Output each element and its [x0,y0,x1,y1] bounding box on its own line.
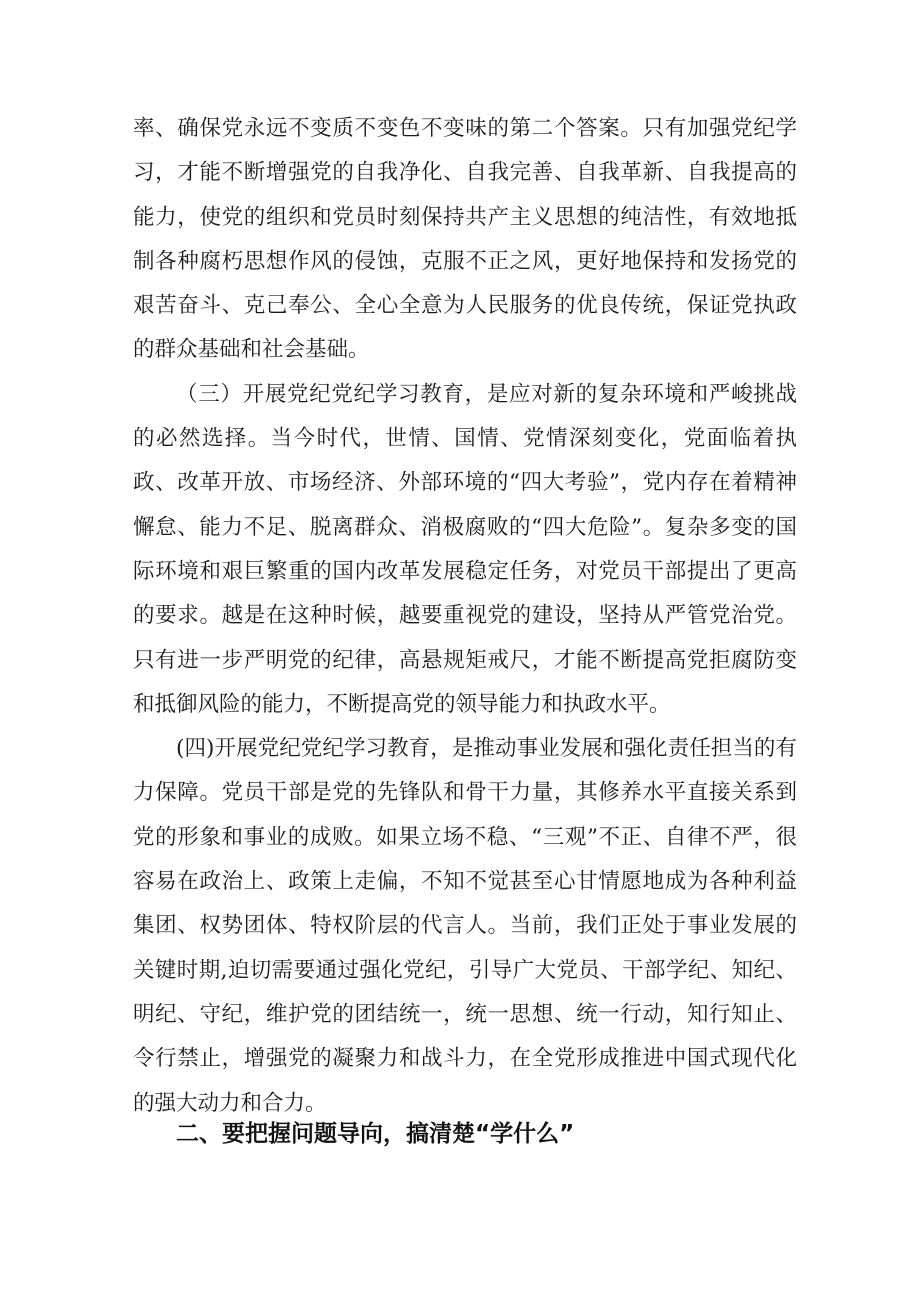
section-heading: 二、要把握问题导向，搞清楚“学什么” [176,1121,575,1147]
paragraph-3: (四)开展党纪党纪学习教育，是推动事业发展和强化责任担当的有力保障。党员干部是党的先锋队和骨干力量，其修养水平直接关系到党的形象和事业的成败。如果立场不稳、“三观”不正、自律不严，很容易在政治上、政策上走偏，不知不觉甚至心甘情愿地成为各种利益集团、权势团体、特权阶层的代言人。当前，我们正处于事业发展的关键时期,迫切需要通过强化党纪，引导广大党员、干部学纪、知纪、明纪、守纪，维护党的团结统一，统一思想、统一行动，知行知止、令行禁止，增强党的凝聚力和战斗力，在全党形成推进中国式现代化的强大动力和合力。 [133,736,797,1116]
paragraph-2: （三）开展党纪党纪学习教育，是应对新的复杂环境和严峻挑战的必然选择。当今时代，世情、国情、党情深刻变化，党面临着执政、改革开放、市场经济、外部环境的“四大考验”，党内存在着精神懈怠、能力不足、脱离群众、消极腐败的“四大危险”。复杂多变的国际环境和艰巨繁重的国内改革发展稳定任务，对党员干部提出了更高的要求。越是在这种时候，越要重视党的建设，坚持从严管党治党。只有进一步严明党的纪律，高悬规矩戒尺，才能不断提高党拒腐防变和抵御风险的能力，不断提高党的领导能力和执政水平。 [133,381,797,717]
document-body [133,107,797,1126]
paragraph-1: 率、确保党永远不变质不变色不变味的第二个答案。只有加强党纪学习，才能不断增强党的自我净化、自我完善、自我革新、自我提高的能力，使党的组织和党员时刻保持共产主义思想的纯洁性，有效地抵制各种腐朽思想作风的侵蚀，克服不正之风，更好地保持和发扬党的艰苦奋斗、克己奉公、全心全意为人民服务的优良传统，保证党执政的群众基础和社会基础。 [133,116,797,363]
